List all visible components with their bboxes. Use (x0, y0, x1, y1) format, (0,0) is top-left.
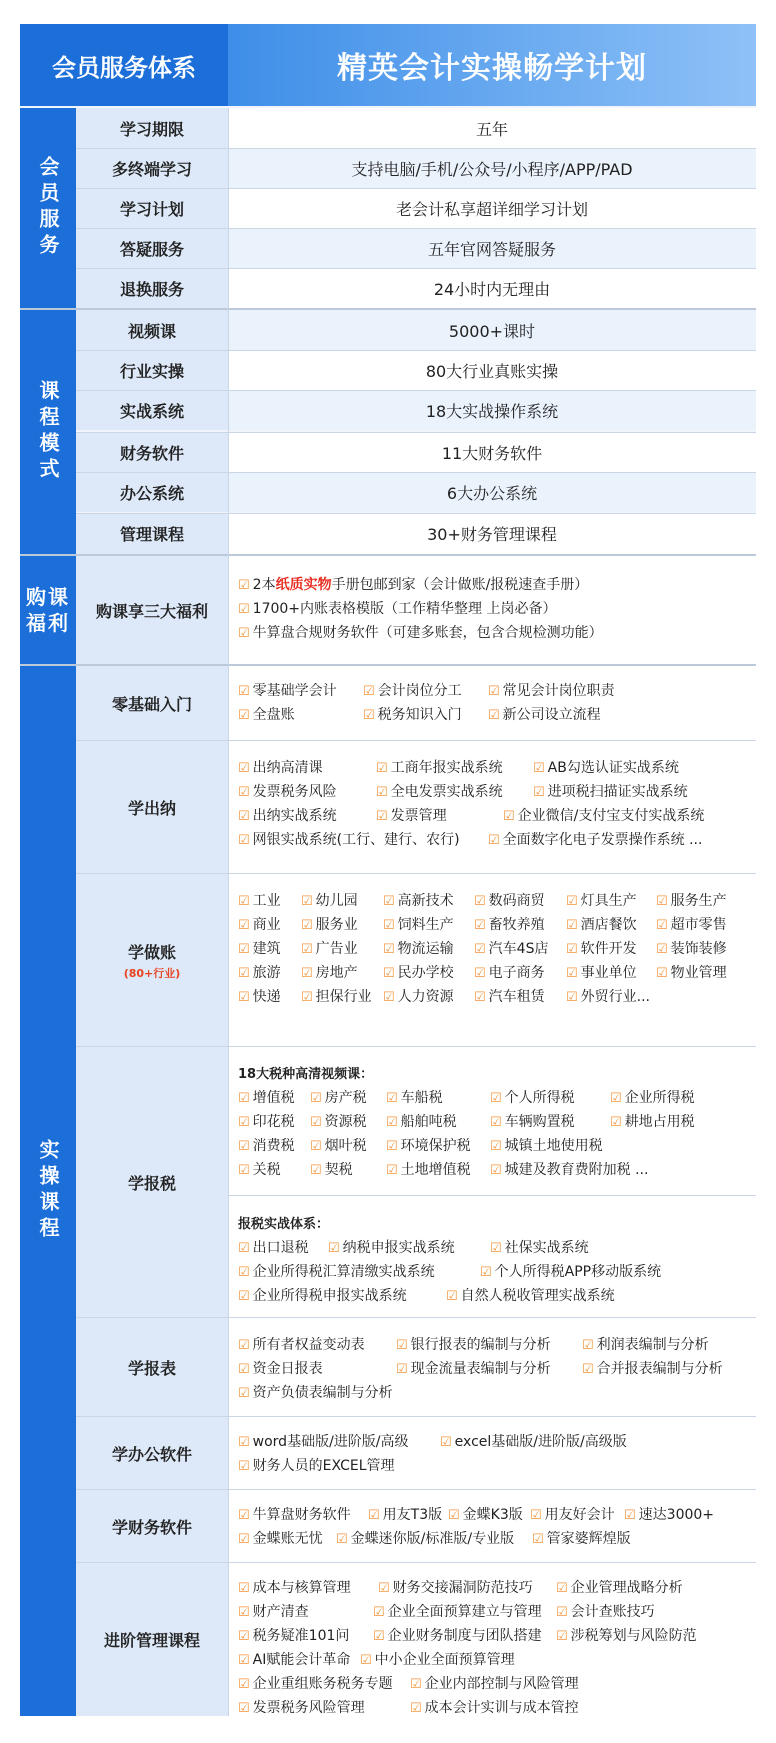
list-item: ☑ 汽车4S店 (474, 938, 548, 958)
list-item: ☑ AB勾选认证实战系统 (533, 757, 679, 777)
row-value: 支持电脑/手机/公众号/小程序/APP/PAD (228, 148, 756, 188)
row-value: 五年官网答疑服务 (228, 228, 756, 268)
list-item: ☑ 酒店餐饮 (566, 914, 637, 934)
list-item: ☑ 用友好会计 (530, 1504, 615, 1524)
list-item: ☑ 金蝶账无忧 (238, 1528, 323, 1548)
list-item: ☑ 高新技术 (383, 890, 454, 910)
practice-row-books (76, 874, 756, 1046)
row-value: 五年 (228, 108, 756, 148)
item-list (228, 1318, 756, 1416)
row-label: 零基础入门 (76, 666, 228, 740)
row-value: 6大办公系统 (228, 472, 756, 512)
list-item: ☑ 企业所得税 (610, 1087, 695, 1107)
list-item: ☑ excel基础版/进阶版/高级版 (440, 1431, 627, 1451)
row-label (76, 874, 228, 1046)
list-item: ☑ AI赋能会计革命 (238, 1649, 350, 1669)
member-row (76, 228, 756, 268)
row-value: 11大财务软件 (228, 432, 756, 472)
row-label: 学出纳 (76, 741, 228, 873)
row-label: 购课享三大福利 (76, 556, 228, 664)
member-row (76, 268, 756, 308)
section-practice (20, 666, 76, 1716)
list-item: ☑ 管家婆辉煌版 (532, 1528, 631, 1548)
list-item: ☑ 全电发票实战系统 (376, 781, 503, 801)
list-item: ☑ 企业全面预算建立与管理 (373, 1601, 542, 1621)
item-list (228, 1563, 756, 1716)
list-item: ☑ 关税 (238, 1159, 281, 1179)
list-item: ☑ 畜牧养殖 (474, 914, 545, 934)
divider (76, 432, 756, 433)
list-item: ☑ 发票管理 (376, 805, 447, 825)
list-item: ☑ 新公司设立流程 (488, 704, 601, 724)
practice-row-tax (76, 1047, 756, 1317)
divider (76, 350, 756, 351)
list-item: ☑ 企业管理战略分析 (556, 1577, 683, 1597)
row-label: 行业实操 (76, 350, 228, 390)
list-item: ☑ 车辆购置税 (490, 1111, 575, 1131)
row-label: 学报税 (76, 1047, 228, 1317)
list-item: ☑ 服务生产 (656, 890, 727, 910)
member-row (76, 148, 756, 188)
row-label: 学办公软件 (76, 1417, 228, 1489)
list-item: ☑ 工商年报实战系统 (376, 757, 503, 777)
list-item: ☑ 发票税务风险 (238, 781, 337, 801)
list-item: ☑ 全面数字化电子发票操作系统 ... (488, 829, 702, 849)
list-item: ☑ 软件开发 (566, 938, 637, 958)
list-item: ☑ 资源税 (310, 1111, 367, 1131)
list-item: ☑ 成本与核算管理 (238, 1577, 351, 1597)
item-list (228, 741, 756, 873)
row-value: 30+财务管理课程 (228, 513, 756, 554)
list-item: ☑ 发票税务风险管理 (238, 1697, 365, 1717)
list-item: ☑ 工业 (238, 890, 281, 910)
list-item: ☑ 个人所得税APP移动版系统 (480, 1261, 661, 1281)
row-value: 老会计私享超详细学习计划 (228, 188, 756, 228)
list-item: ☑ 土地增值税 (386, 1159, 471, 1179)
practice-row-basic (76, 666, 756, 740)
row-value: 80大行业真账实操 (228, 350, 756, 390)
course-row (76, 390, 756, 430)
list-item: ☑ 企业所得税汇算清缴实战系统 (238, 1261, 435, 1281)
list-item: ☑ 广告业 (301, 938, 358, 958)
section-member (20, 108, 76, 308)
header-right-title: 精英会计实操畅学计划 (228, 24, 756, 106)
list-item: ☑ 数码商贸 (474, 890, 545, 910)
list-item: ☑ 中小企业全面预算管理 (360, 1649, 515, 1669)
section-course (20, 310, 76, 554)
list-item: ☑ 灯具生产 (566, 890, 637, 910)
item-list (228, 1490, 756, 1562)
practice-row-software (76, 1490, 756, 1562)
list-item: ☑ 房产税 (310, 1087, 367, 1107)
list-item: ☑ 自然人税收管理实战系统 (446, 1285, 615, 1305)
course-row (76, 513, 756, 554)
benefit-item (238, 574, 588, 594)
row-label: 管理课程 (76, 513, 228, 554)
list-item: ☑ 企业财务制度与团队搭建 (373, 1625, 542, 1645)
item-list (228, 874, 756, 1046)
list-item: ☑ 外贸行业... (566, 986, 650, 1006)
list-item: ☑ 财务交接漏洞防范技巧 (378, 1577, 533, 1597)
list-item: ☑ 所有者权益变动表 (238, 1334, 365, 1354)
list-item: ☑ 装饰装修 (656, 938, 727, 958)
divider (76, 268, 756, 269)
divider (76, 228, 756, 229)
list-item: ☑ 增值税 (238, 1087, 295, 1107)
list-item: ☑ 现金流量表编制与分析 (396, 1358, 551, 1378)
item-list (228, 666, 756, 740)
item-list (228, 1417, 756, 1489)
list-item: ☑ 财产清查 (238, 1601, 309, 1621)
row-value: 24小时内无理由 (228, 268, 756, 308)
list-item: ☑ 税务知识入门 (363, 704, 462, 724)
list-item: ☑ 耕地占用税 (610, 1111, 695, 1131)
list-item: ☑ 企业所得税申报实战系统 (238, 1285, 407, 1305)
header-left-title: 会员服务体系 (20, 24, 228, 106)
list-item: ☑ 财务人员的EXCEL管理 (238, 1455, 395, 1475)
list-item: ☑ 纳税申报实战系统 (328, 1237, 455, 1257)
divider (76, 188, 756, 189)
list-item: ☑ 环境保护税 (386, 1135, 471, 1155)
divider (228, 1195, 756, 1196)
course-row (76, 350, 756, 390)
list-item: ☑ 房地产 (301, 962, 358, 982)
list-item: ☑ 银行报表的编制与分析 (396, 1334, 551, 1354)
list-item: ☑ 担保行业 (301, 986, 372, 1006)
list-item: ☑ 社保实战系统 (490, 1237, 589, 1257)
member-row (76, 188, 756, 228)
row-label-sub: (80+行业) (123, 966, 181, 980)
row-label: 办公系统 (76, 472, 228, 512)
row-label: 进阶管理课程 (76, 1563, 228, 1716)
practice-row-cashier (76, 741, 756, 873)
list-item: ☑ 网银实战系统(工行、建行、农行) (238, 829, 460, 849)
divider (76, 513, 756, 514)
list-item: ☑ 速达3000+ (624, 1504, 714, 1524)
list-item: ☑ 烟叶税 (310, 1135, 367, 1155)
benefit-item: ☑ 牛算盘合规财务软件（可建多账套，包含合规检测功能） (238, 622, 603, 642)
list-item: ☑ 涉税筹划与风险防范 (556, 1625, 697, 1645)
row-label: 学习期限 (76, 108, 228, 148)
list-item: ☑ 企业内部控制与风险管理 (410, 1673, 579, 1693)
list-item: ☑ 船舶吨税 (386, 1111, 457, 1131)
list-item: ☑ 进项税扫描证实战系统 (533, 781, 688, 801)
list-item: ☑ 物流运输 (383, 938, 454, 958)
list-item: ☑ 企业重组账务税务专题 (238, 1673, 393, 1693)
section-member-label: 会员服务 (36, 156, 60, 260)
section-benefit-label: 购课福利 (26, 585, 70, 635)
row-label: 退换服务 (76, 268, 228, 308)
list-item: ☑ 牛算盘财务软件 (238, 1504, 351, 1524)
course-row (76, 472, 756, 512)
item-list (228, 1047, 756, 1317)
list-item: ☑ 消费税 (238, 1135, 295, 1155)
list-item: ☑ 企业微信/支付宝支付实战系统 (503, 805, 704, 825)
list-item: ☑ 会计岗位分工 (363, 680, 462, 700)
practice-row-office (76, 1417, 756, 1489)
list-item: ☑ 汽车租赁 (474, 986, 545, 1006)
list-item: ☑ 城建及教育费附加税 ... (490, 1159, 648, 1179)
list-item: ☑ 印花税 (238, 1111, 295, 1131)
list-item: ☑ 饲料生产 (383, 914, 454, 934)
service-table (20, 24, 756, 1716)
list-item: ☑ 金蝶K3版 (448, 1504, 523, 1524)
highlight-text: 纸质实物 (275, 577, 332, 593)
list-item: ☑ 旅游 (238, 962, 281, 982)
list-item: ☑ 资产负债表编制与分析 (238, 1382, 393, 1402)
list-item: ☑ 全盘账 (238, 704, 295, 724)
list-item: ☑ 服务业 (301, 914, 358, 934)
divider (76, 148, 756, 149)
row-label: 财务软件 (76, 432, 228, 472)
text: 手册包邮到家（会计做账/报税速查手册） (331, 577, 589, 593)
subsection-title: 报税实战体系： (238, 1217, 330, 1232)
row-value: 18大实战操作系统 (228, 390, 756, 430)
row-label: 视频课 (76, 310, 228, 350)
list-item: ☑ 民办学校 (383, 962, 454, 982)
list-item: ☑ 个人所得税 (490, 1087, 575, 1107)
list-item: ☑ word基础版/进阶版/高级 (238, 1431, 409, 1451)
practice-row-reports (76, 1318, 756, 1416)
list-item: ☑ 车船税 (386, 1087, 443, 1107)
section-practice-label: 实操课程 (36, 1139, 60, 1243)
section-course-label: 课程模式 (36, 380, 60, 484)
list-item: ☑ 物业管理 (656, 962, 727, 982)
column-divider (228, 108, 229, 1716)
list-item: ☑ 商业 (238, 914, 281, 934)
list-item: ☑ 出口退税 (238, 1237, 309, 1257)
row-value: 5000+课时 (228, 310, 756, 350)
list-item: ☑ 出纳实战系统 (238, 805, 337, 825)
row-label: 学习计划 (76, 188, 228, 228)
row-label: 学财务软件 (76, 1490, 228, 1562)
list-item: ☑ 利润表编制与分析 (582, 1334, 709, 1354)
list-item: ☑ 超市零售 (656, 914, 727, 934)
list-item: ☑ 电子商务 (474, 962, 545, 982)
row-label: 实战系统 (76, 390, 228, 430)
subsection-title: 18大税种高清视频课： (238, 1067, 374, 1082)
divider (76, 472, 756, 473)
row-label: 答疑服务 (76, 228, 228, 268)
list-item: ☑ 幼儿园 (301, 890, 358, 910)
text: 2本 (252, 577, 276, 593)
list-item: ☑ 人力资源 (383, 986, 454, 1006)
list-item: ☑ 建筑 (238, 938, 281, 958)
list-item: ☑ 城镇土地使用税 (490, 1135, 603, 1155)
list-item: ☑ 资金日报表 (238, 1358, 323, 1378)
row-label-text: 学做账 (127, 942, 176, 962)
course-row (76, 432, 756, 472)
row-label: 多终端学习 (76, 148, 228, 188)
list-item: ☑ 快递 (238, 986, 281, 1006)
section-benefit (20, 556, 76, 664)
benefit-row (76, 556, 756, 664)
list-item: ☑ 出纳高清课 (238, 757, 323, 777)
list-item: ☑ 事业单位 (566, 962, 637, 982)
list-item: ☑ 会计查账技巧 (556, 1601, 655, 1621)
row-label: 学报表 (76, 1318, 228, 1416)
benefit-item: ☑ 1700+内账表格模版（工作精华整理 上岗必备） (238, 598, 556, 618)
list-item: ☑ 合并报表编制与分析 (582, 1358, 723, 1378)
list-item: ☑ 用友T3版 (368, 1504, 442, 1524)
course-row (76, 310, 756, 350)
table-header (20, 24, 756, 106)
list-item: ☑ 成本会计实训与成本管控 (410, 1697, 579, 1717)
list-item: ☑ 金蝶迷你版/标准版/专业版 (336, 1528, 514, 1548)
divider (76, 390, 756, 391)
benefit-list (228, 556, 756, 664)
list-item: ☑ 常见会计岗位职责 (488, 680, 615, 700)
list-item: ☑ 税务疑准101问 (238, 1625, 349, 1645)
practice-row-advanced (76, 1563, 756, 1716)
list-item: ☑ 零基础学会计 (238, 680, 337, 700)
list-item: ☑ 契税 (310, 1159, 353, 1179)
member-row (76, 108, 756, 148)
